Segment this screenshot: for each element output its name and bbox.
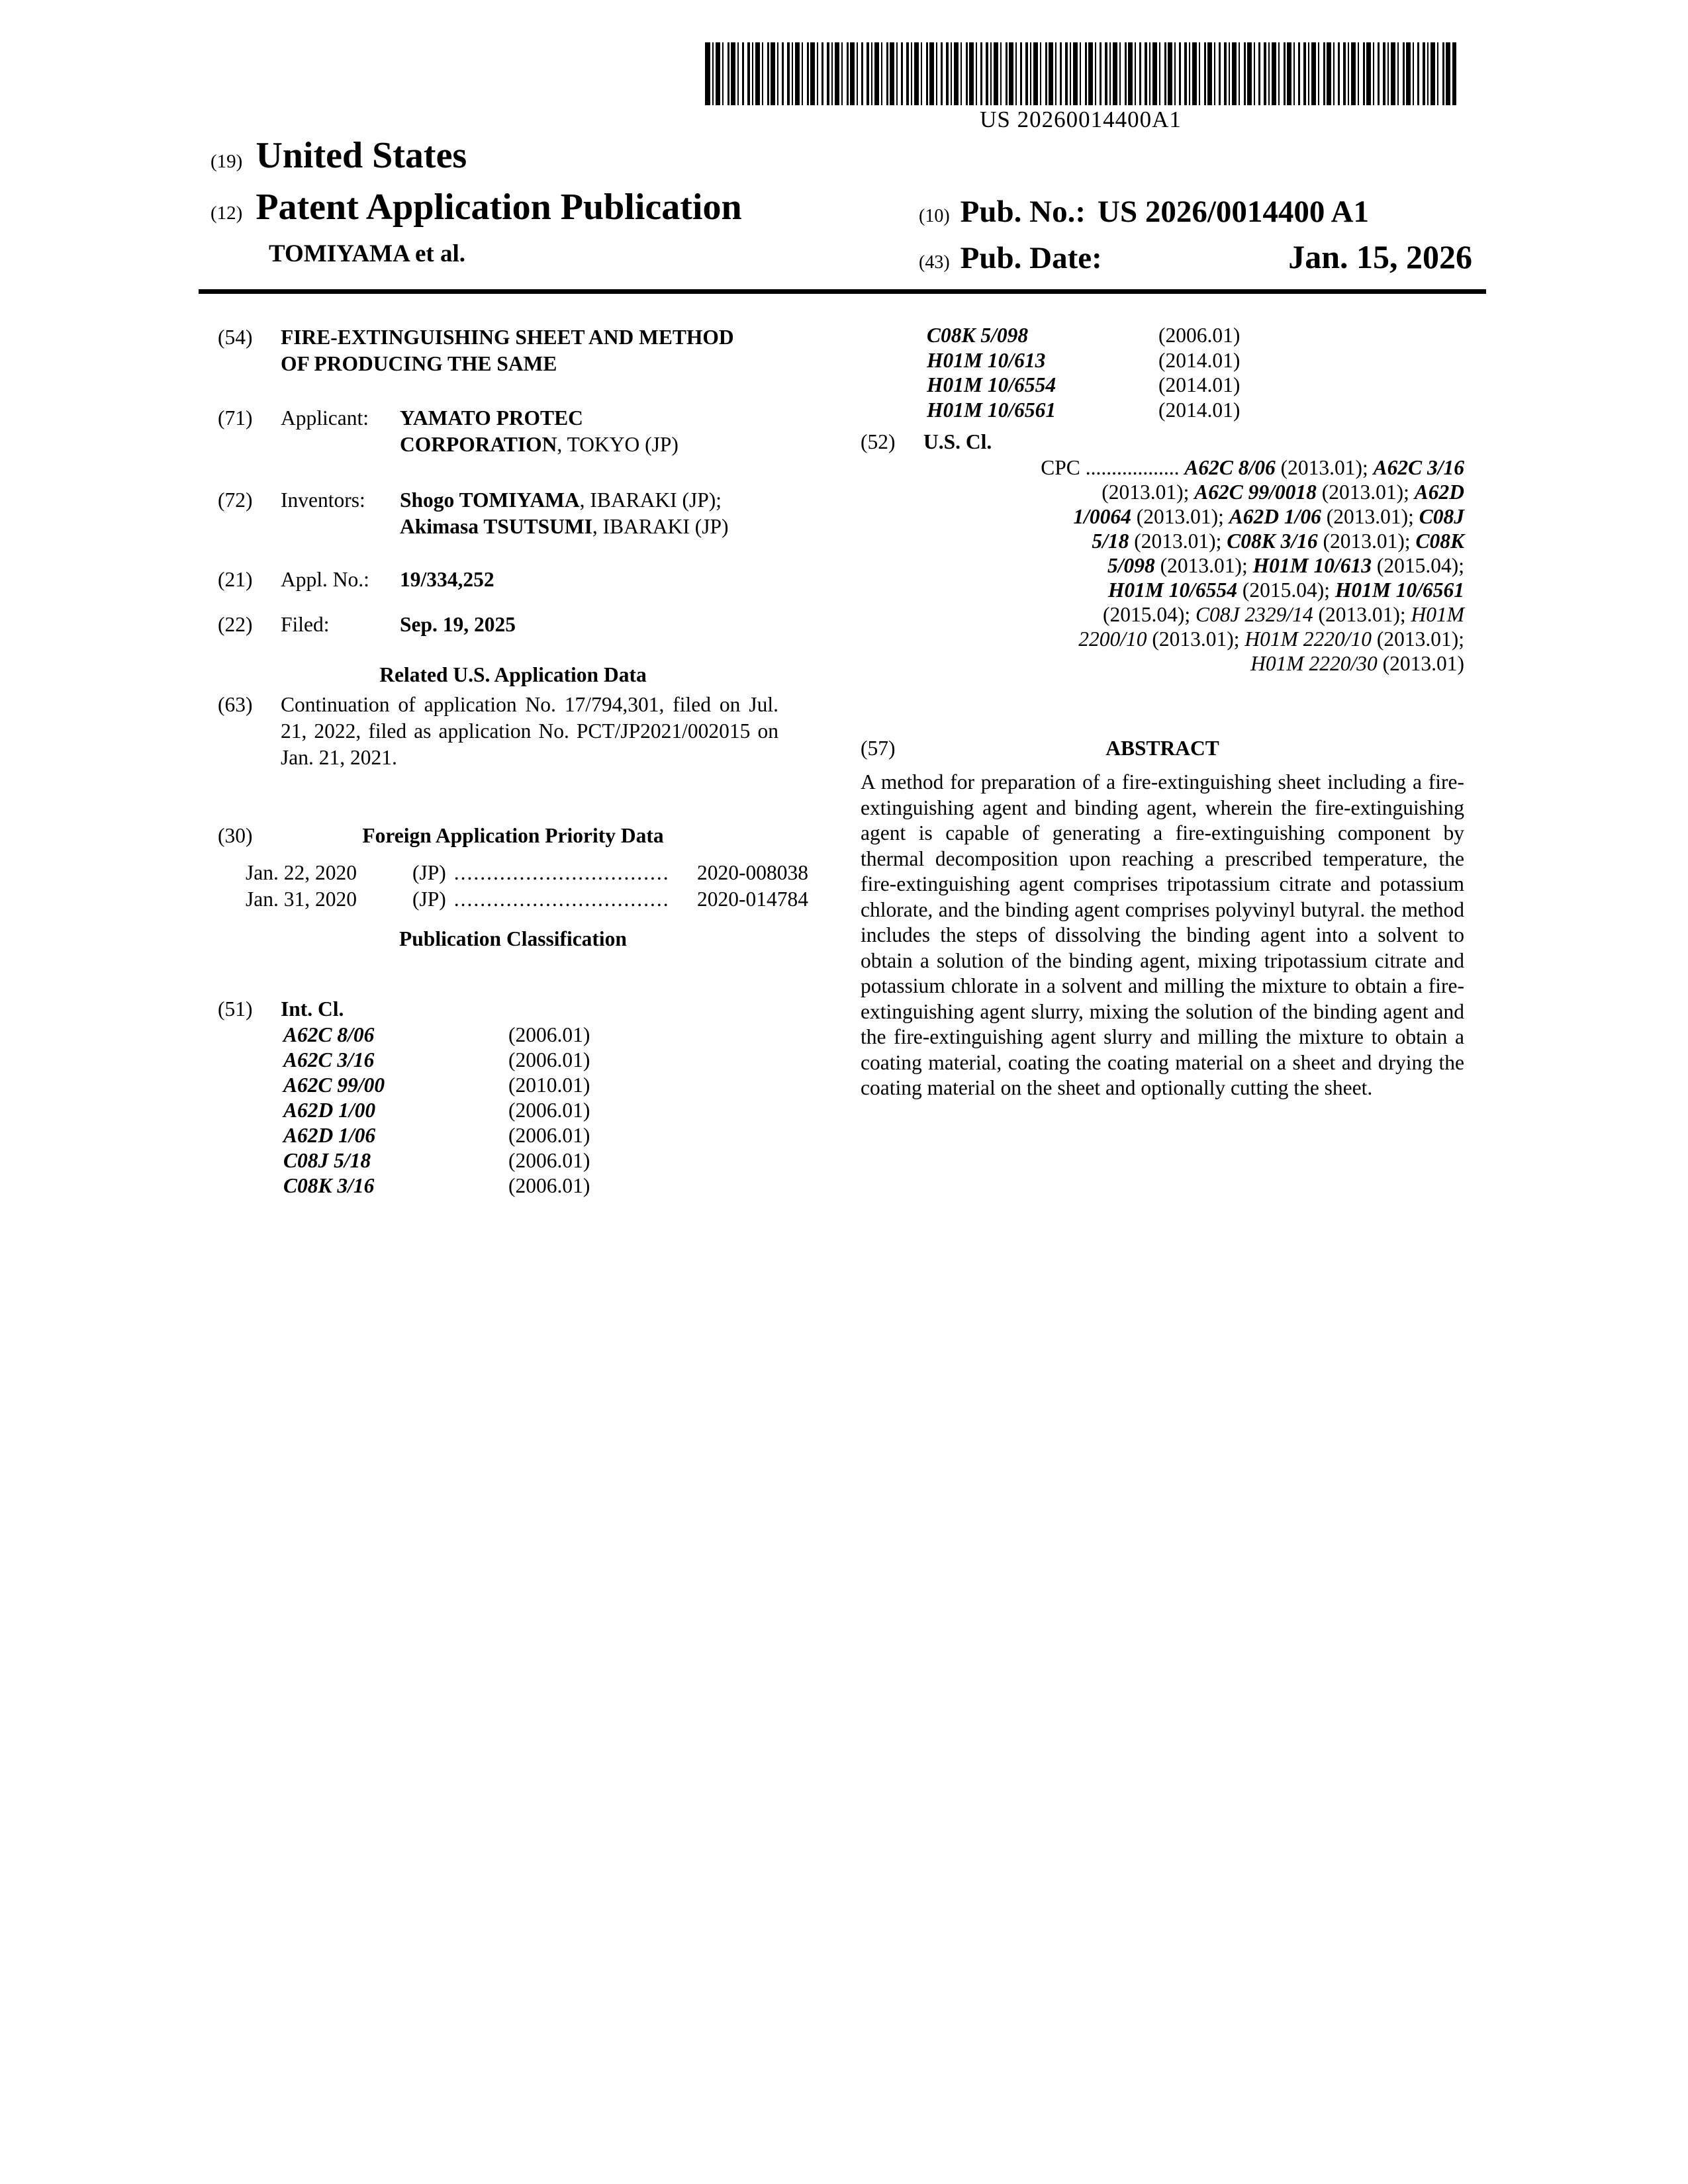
class-version: (2006.01): [508, 1023, 590, 1046]
class-version: (2010.01): [508, 1073, 590, 1097]
country-name: United States: [256, 135, 467, 176]
class-code: A62C 8/06: [283, 1023, 375, 1046]
inid-code-30: (30): [218, 824, 253, 847]
class-code: A62C 3/16: [283, 1048, 375, 1071]
invention-title: FIRE-EXTINGUISHING SHEET AND METHOD OF PRODUCING THE SAME: [281, 326, 734, 375]
related-data-heading: Related U.S. Application Data: [379, 663, 647, 686]
class-code: A62C 99/00: [283, 1073, 385, 1097]
appl-no-body: [281, 567, 808, 593]
int-cl-row: [283, 1123, 808, 1148]
int-cl-table-continued: [861, 323, 1464, 422]
priority-country: (JP): [412, 887, 446, 911]
inid-code-51: (51): [218, 997, 253, 1021]
right-column: [861, 323, 1464, 1101]
inventor-line: Shogo TOMIYAMA, IBARAKI (JP);: [400, 488, 722, 512]
cpc-line: 5/098 (2013.01); H01M 10/613 (2015.04);: [1107, 554, 1464, 577]
applicant-body: [281, 405, 808, 458]
continuation-text: Continuation of application No. 17/794,301, filed on Jul. 21, 2022, filed as application No. PCT/JP2021/002015 on Jan. 21, 2021.: [281, 693, 778, 769]
cpc-line: (2015.04); C08J 2329/14 (2013.01); H01M: [1103, 603, 1464, 626]
foreign-priority-heading: Foreign Application Priority Data: [362, 824, 664, 847]
publication-date-line: [919, 238, 1472, 276]
class-code: H01M 10/6561: [927, 398, 1056, 422]
field-inventors: [218, 487, 808, 540]
publication-number-line: [919, 194, 1472, 230]
barcode-caption: US 20260014400A1: [980, 107, 1182, 132]
us-cl-label: U.S. Cl.: [923, 430, 992, 453]
appl-no-value: 19/334,252: [400, 568, 494, 591]
int-cl-row: [283, 1098, 808, 1123]
related-data-heading-row: [218, 662, 808, 688]
dot-leader: .................................: [453, 887, 670, 911]
dot-leader: .................................: [453, 861, 670, 884]
inid-code-54: (54): [218, 326, 253, 349]
filed-key: Filed:: [281, 613, 330, 636]
class-code: A62D 1/06: [283, 1124, 376, 1147]
first-inventor-line: TOMIYAMA et al.: [269, 240, 466, 267]
class-version: (2006.01): [508, 1124, 590, 1147]
inid-code-12: (12): [211, 203, 243, 224]
class-version: (2006.01): [508, 1048, 590, 1071]
pub-date-value: Jan. 15, 2026: [1288, 238, 1472, 275]
class-code: H01M 10/613: [927, 348, 1046, 372]
field-appl-no: [218, 567, 808, 593]
priority-row: [246, 860, 808, 886]
class-code: C08K 5/098: [927, 324, 1029, 347]
priority-date: Jan. 22, 2020: [246, 861, 357, 884]
pub-date-label: Pub. Date:: [960, 241, 1102, 275]
inid-code-72: (72): [218, 488, 253, 512]
filed-body: [281, 612, 808, 638]
inid-code-10: (10): [919, 206, 950, 226]
document-type: Patent Application Publication: [256, 187, 742, 228]
inid-code-22: (22): [218, 613, 253, 636]
cpc-line: H01M 2220/30 (2013.01): [1250, 652, 1464, 675]
inid-code-21: (21): [218, 568, 253, 591]
int-cl-row: [927, 373, 1464, 398]
foreign-priority-heading-row: [218, 823, 808, 849]
field-us-cl: [861, 429, 1464, 455]
cpc-line: 1/0064 (2013.01); A62D 1/06 (2013.01); C08J: [1073, 505, 1464, 528]
inid-code-71: (71): [218, 406, 253, 430]
cpc-line: CPC .................. A62C 8/06 (2013.01); A62C 3/16: [1041, 456, 1464, 479]
abstract-heading: ABSTRACT: [1105, 737, 1219, 760]
applicant-line: YAMATO PROTEC: [400, 406, 583, 430]
publication-classification-heading-row: [218, 926, 808, 952]
cpc-line: (2013.01); A62C 99/0018 (2013.01); A62D: [1102, 480, 1464, 504]
filed-value: Sep. 19, 2025: [400, 613, 516, 636]
class-code: H01M 10/6554: [927, 373, 1056, 396]
inid-code-52: (52): [861, 430, 896, 453]
field-applicant: [218, 405, 808, 458]
priority-number: 2020-014784: [697, 887, 808, 911]
int-cl-label: Int. Cl.: [281, 997, 344, 1021]
int-cl-row: [283, 1023, 808, 1048]
int-cl-row: [283, 1073, 808, 1098]
class-version: (2006.01): [508, 1099, 590, 1122]
applicant-value: [400, 405, 808, 458]
int-cl-row: [927, 398, 1464, 423]
inid-code-43: (43): [919, 252, 950, 273]
int-cl-row: [283, 1048, 808, 1073]
barcode: [705, 42, 1456, 105]
appl-no-key: Appl. No.:: [281, 568, 369, 591]
class-code: C08J 5/18: [283, 1149, 371, 1172]
field-continuation: [218, 692, 808, 771]
inventor-line: Akimasa TSUTSUMI, IBARAKI (JP): [400, 515, 729, 538]
class-version: (2006.01): [508, 1174, 590, 1197]
inventors-value: [400, 487, 808, 540]
field-filed: [218, 612, 808, 638]
cpc-line: 5/18 (2013.01); C08K 3/16 (2013.01); C08K: [1092, 529, 1464, 553]
priority-number: 2020-008038: [697, 861, 808, 884]
class-code: A62D 1/00: [283, 1099, 376, 1122]
inid-code-63: (63): [218, 693, 253, 716]
applicant-key: Applicant:: [281, 406, 369, 430]
header-country-line: [211, 134, 467, 177]
class-version: (2014.01): [1158, 348, 1241, 372]
int-cl-row: [927, 348, 1464, 373]
inventors-key: Inventors:: [281, 488, 365, 512]
abstract-heading-row: [861, 735, 1464, 762]
abstract-text: A method for preparation of a fire-extinguishing sheet including a fire-extinguishing agent and binding agent, wherein the fire-extinguishing agent is capable of generating a fire-extinguishing component by thermal decomposition upon reaching a prescribed temperature, the fire-extinguishing agent comprises tripotassium citrate and potassium chlorate, and the binding agent comprises polyvinyl butyral. the method includes the steps of dissolving the binding agent into a solvent to obtain a solution of the binding agent, mixing tripotassium citrate and potassium chlorate in a solvent and milling the mixture to obtain a fire-extinguishing agent slurry, mixing the solution of the binding agent and the fire-extinguishing agent slurry and milling the mixture to obtain a coating material, coating the coating material on a sheet and drying the coating material on the sheet and optionally cutting the sheet.: [861, 770, 1464, 1099]
inid-code-19: (19): [211, 151, 243, 172]
int-cl-row: [283, 1148, 808, 1173]
priority-rows: [218, 860, 808, 913]
pub-no-label: Pub. No.:: [960, 195, 1086, 229]
priority-country: (JP): [412, 861, 446, 884]
publication-classification-heading: Publication Classification: [399, 927, 627, 950]
priority-date: Jan. 31, 2020: [246, 887, 357, 911]
int-cl-row: [283, 1173, 808, 1199]
pub-no-value: US 2026/0014400 A1: [1098, 195, 1369, 229]
class-version: (2006.01): [1158, 324, 1241, 347]
header-doctype-line: [211, 186, 742, 228]
applicant-line: CORPORATION, TOKYO (JP): [400, 433, 679, 456]
left-column: [218, 324, 808, 1199]
class-version: (2006.01): [508, 1149, 590, 1172]
cpc-line: 2200/10 (2013.01); H01M 2220/10 (2013.01);: [1078, 627, 1464, 651]
field-title: [218, 324, 808, 377]
field-int-cl: [218, 996, 808, 1023]
class-version: (2014.01): [1158, 373, 1241, 396]
priority-row: [246, 886, 808, 913]
cpc-line: H01M 10/6554 (2015.04); H01M 10/6561: [1107, 578, 1464, 602]
class-code: C08K 3/16: [283, 1174, 375, 1197]
cpc-classification-block: [927, 455, 1464, 676]
inventors-body: [281, 487, 808, 540]
int-cl-row: [927, 323, 1464, 348]
inid-code-57: (57): [861, 737, 896, 760]
header-divider-rule: [199, 289, 1486, 294]
int-cl-table: [218, 1023, 808, 1199]
class-version: (2014.01): [1158, 398, 1241, 422]
